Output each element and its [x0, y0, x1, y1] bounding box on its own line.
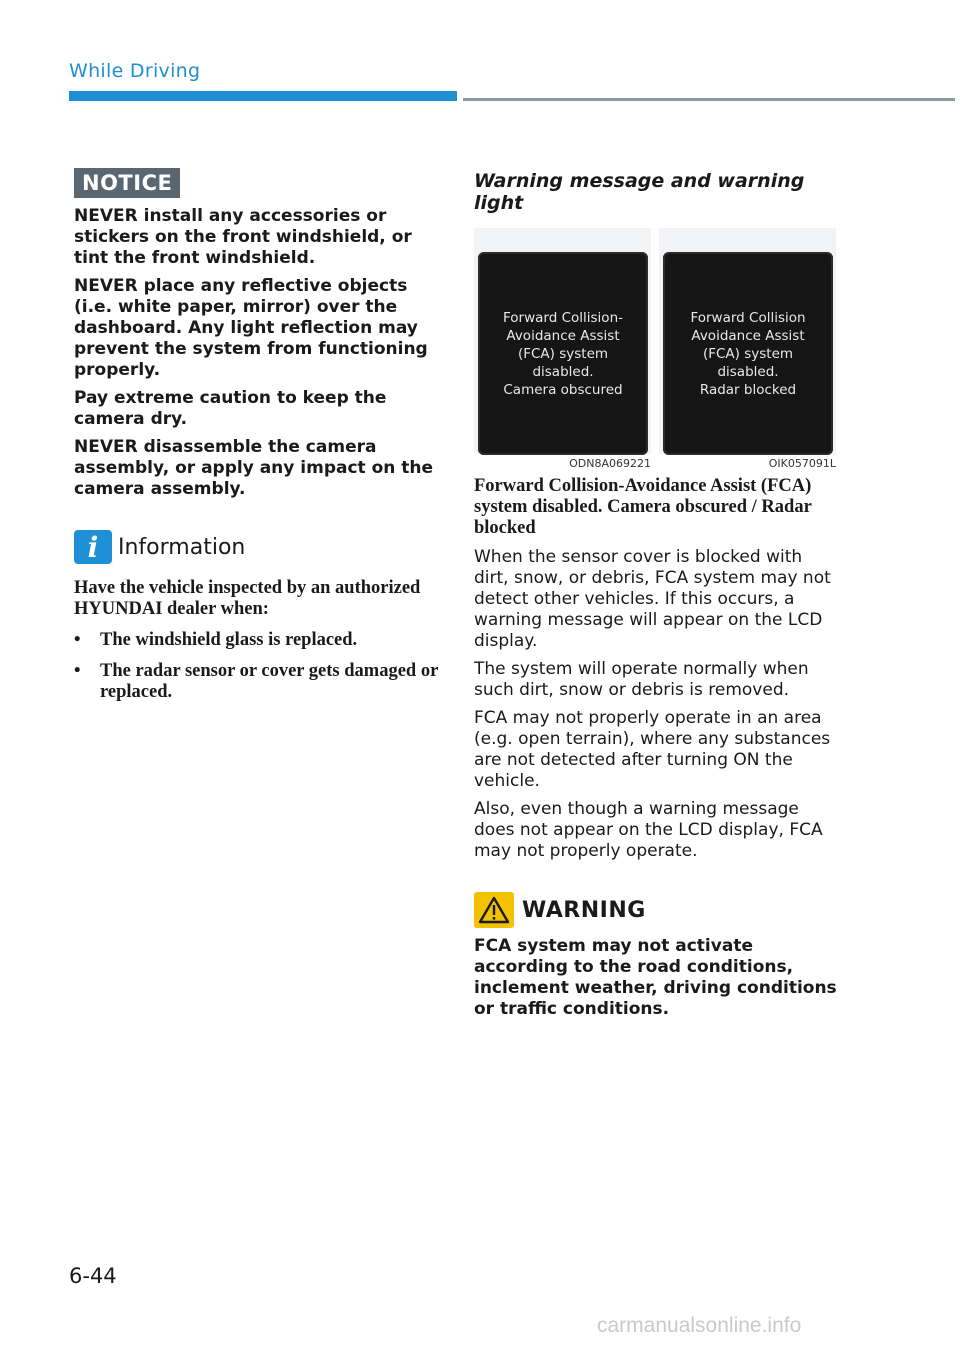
body-paragraph: Also, even though a warning message does not appear on the LCD display, FCA may not properly operate. — [474, 799, 823, 861]
information-list — [74, 630, 438, 703]
list-item: • The windshield glass is replaced. — [74, 630, 438, 651]
information-title: Information — [118, 534, 246, 560]
lcd-screen — [478, 252, 648, 455]
header-rule-gray — [463, 98, 955, 101]
body-paragraph: The system will operate normally when such dirt, snow or debris is removed. — [474, 659, 809, 700]
lcd-screen — [663, 252, 833, 455]
page-number: 6-44 — [69, 1264, 117, 1288]
body-paragraph: FCA may not properly operate in an area (e.g. open terrain), where any substances are not detected after turning ON the vehicle. — [474, 708, 831, 791]
info-icon: i — [74, 530, 112, 564]
warning-header — [474, 892, 838, 928]
body-paragraph: When the sensor cover is blocked with dirt, snow, or debris, FCA system may not detect other vehicles. If this occurs, a warning message will appear on the LCD display. — [474, 547, 831, 651]
warning-triangle-icon — [474, 892, 514, 928]
watermark: carmanualsonline.info — [597, 1314, 802, 1337]
notice-paragraph: NEVER disassemble the camera assembly, or apply any impact on the camera assembly. — [74, 437, 434, 499]
left-column — [74, 168, 438, 713]
figure-code: ODN8A069221 — [569, 457, 651, 470]
notice-badge: NOTICE — [74, 168, 180, 198]
notice-paragraph: NEVER place any reflective objects (i.e. white paper, mirror) over the dashboard. Any light reflection may prevent the system from functioning properly. — [74, 276, 428, 380]
list-item: • The radar sensor or cover gets damaged or replaced. — [74, 661, 438, 703]
warning-message-heading: Warning message and warning light — [474, 170, 805, 214]
figure-code: OIK057091L — [768, 457, 836, 470]
section-title: While Driving — [69, 60, 201, 82]
right-column — [474, 170, 838, 1020]
lcd-figures — [474, 228, 838, 454]
header-rule-accent — [69, 91, 457, 101]
warning-text: FCA system may not activate according to the road conditions, inclement weather, driving conditions or traffic conditions. — [474, 936, 837, 1019]
lcd-figure-camera — [474, 228, 651, 454]
information-lead: Have the vehicle inspected by an authorized HYUNDAI dealer when: — [74, 578, 421, 619]
lcd-figure-radar — [659, 228, 836, 454]
warning-title: WARNING — [522, 897, 646, 923]
notice-paragraph: NEVER install any accessories or stickers on the front windshield, or tint the front windshield. — [74, 206, 412, 268]
figure-codes — [474, 457, 838, 470]
lcd-message: Forward Collision Avoidance Assist (FCA) system disabled. Radar blocked — [690, 309, 806, 398]
notice-paragraph: Pay extreme caution to keep the camera dry. — [74, 388, 387, 429]
information-header — [74, 530, 438, 564]
figure-caption: Forward Collision-Avoidance Assist (FCA) system disabled. Camera obscured / Radar blocked — [474, 476, 812, 538]
lcd-message: Forward Collision- Avoidance Assist (FCA) system disabled. Camera obscured — [503, 309, 623, 398]
